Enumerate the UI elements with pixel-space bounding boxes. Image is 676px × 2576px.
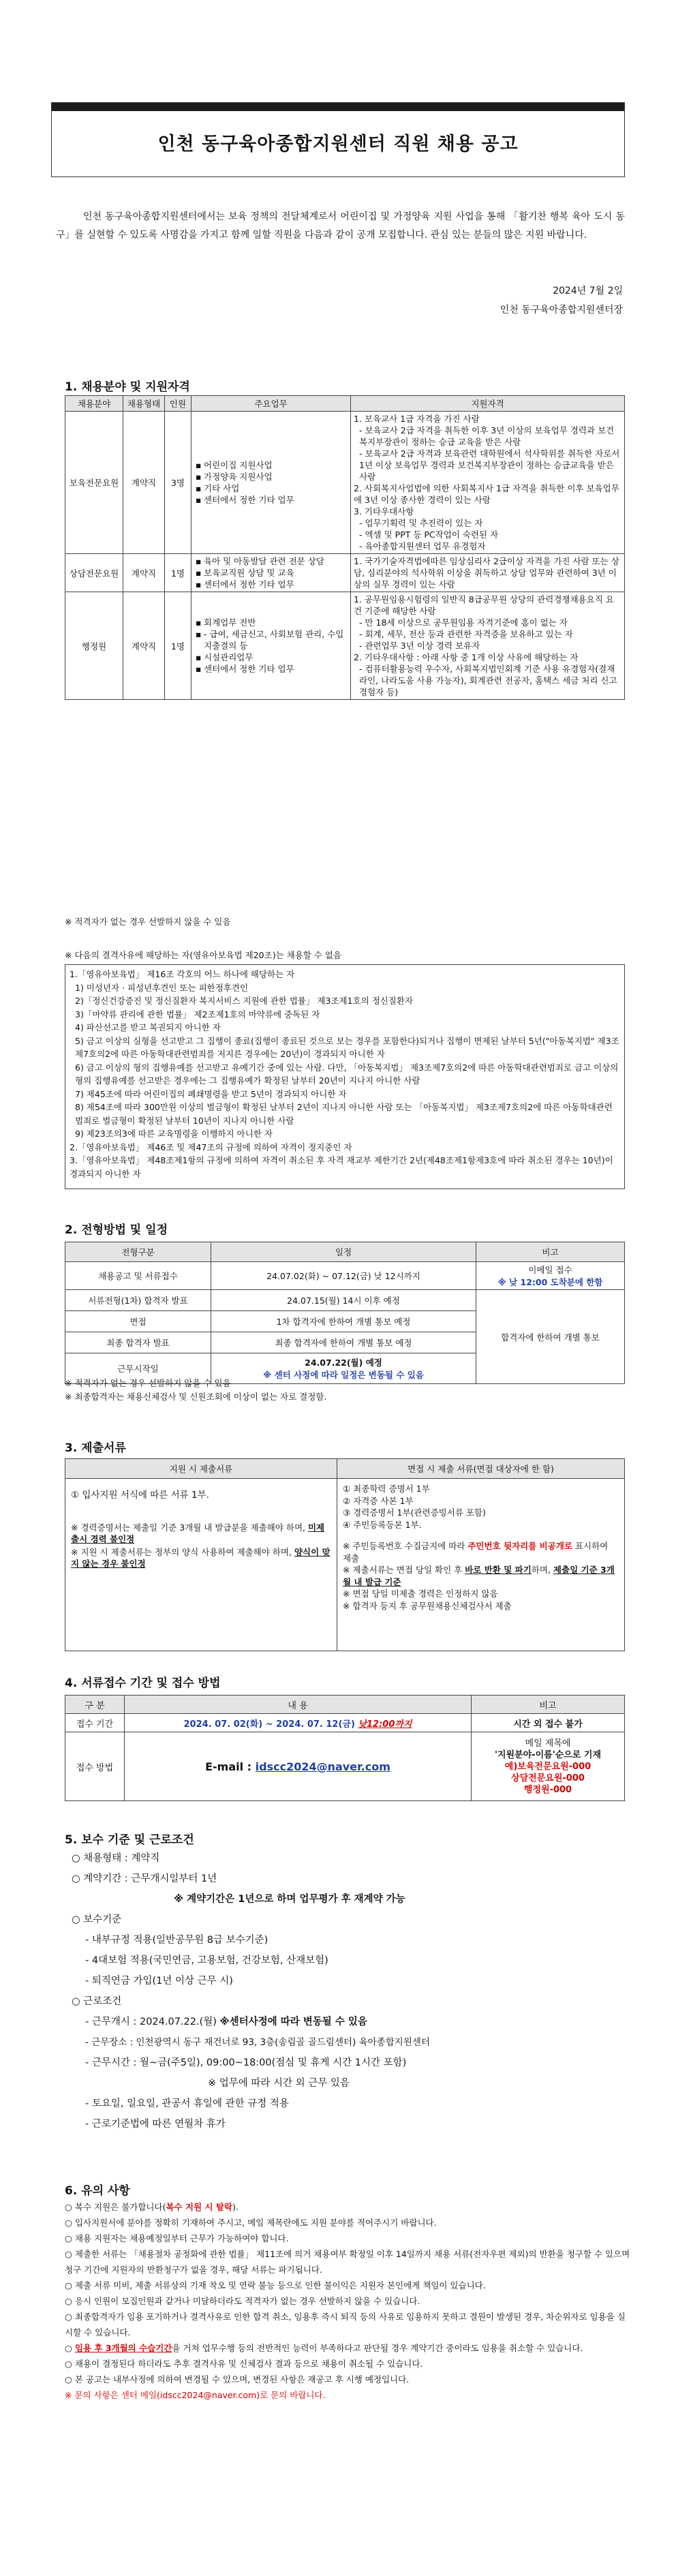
disq-line: 5) 금고 이상의 실형을 선고받고 그 집행이 종료(집행이 종료된 것으로 보는 경우를 포함한다)되거나 집행이 면제된 날부터 5년("아동복지법" 제3조제7호의2에 따른 아동학대관련범죄를 저지른 경우에는 20년)이 경과되지 아니한 자 bbox=[75, 1035, 619, 1059]
section-4-heading: 4. 서류접수 기간 및 접수 방법 bbox=[65, 1676, 221, 1690]
notice-item: ○ 본 공고는 내부사정에 의하여 변경될 수 있으며, 변경된 사항은 재공고 후 시행 예정입니다. bbox=[65, 2374, 410, 2385]
notice-item: ○ 제출 서류 미비, 제출 서류상의 기재 착오 및 연락 불능 등으로 인한 불이익은 지원자 본인에게 책임이 있습니다. bbox=[65, 2280, 486, 2290]
work-place: - 근무장소 : 인천광역시 동구 재건너로 93, 3층(송림골 골드림센터) 육아종합지원센터 bbox=[85, 2037, 430, 2048]
start-date-note: ※ 센터 사정에 따라 일정은 변동될 수 있음 bbox=[263, 1370, 424, 1380]
notice-item: ○ 채용이 결정된다 하더라도 추후 결격사유 및 신체검사 결과 등으로 채용이 취소될 수 있습니다. bbox=[65, 2359, 423, 2369]
date-block bbox=[500, 281, 623, 320]
schedule-cell: 24.07.15(월) 14시 이후 예정 bbox=[211, 1290, 476, 1311]
table-row bbox=[65, 1732, 625, 1801]
pay-line: - 4대보험 적용(국민연금, 고용보험, 건강보험, 산재보험) bbox=[85, 1955, 328, 1966]
interview-note-1 bbox=[343, 1540, 619, 1564]
qual-line: - 회계, 세무, 전산 등과 관련한 자격증을 보유하고 있는 자 bbox=[359, 629, 573, 639]
note-line: ※ 적격자가 없는 경우 선발하지 않을 수 있음 bbox=[65, 1378, 231, 1388]
start-date: 24.07.22(월) 예정 bbox=[305, 1358, 382, 1368]
email-link[interactable]: idscc2024@naver.com bbox=[255, 1760, 390, 1773]
duty-item: ▪ 센터에서 정한 기타 업무 bbox=[204, 579, 348, 590]
notice-text: ○ 복수 지원은 불가합니다( bbox=[65, 2202, 166, 2212]
period-label: 접수 기간 bbox=[65, 1714, 125, 1732]
method-cell bbox=[125, 1732, 472, 1801]
duty-item: ▪ 센터에서 정한 기타 업무 bbox=[204, 494, 348, 506]
stage-cell: 서류전형(1차) 합격자 발표 bbox=[65, 1290, 211, 1311]
disq-line: 6) 금고 이상의 형의 집행유예를 선고받고 유예기간 중에 있는 사람. 다만, 「아동복지법」 제3조제7호의2에 따른 아동학대관련범죄로 금고 이상의 형의 집행유예를 선고받은 경우에는 그 집행유예가 확정된 날부터 20년이 지나지 아니한 사람 bbox=[75, 1062, 619, 1086]
remark-line: 상담전문요원-000 bbox=[511, 1773, 585, 1783]
header-type: 채용형태 bbox=[123, 396, 165, 412]
disq-line: 3.「영유아보육법」 제48조제1항의 규정에 의하여 자격이 취소된 후 자격 재교부 제한기간 2년(제48조제1항제3호에 따라 취소된 경우는 10년)이 경과되지 아니한 자 bbox=[70, 1155, 613, 1179]
disq-line: 9) 제23조의3에 따른 교육명령을 이행하지 아니한 자 bbox=[75, 1129, 273, 1139]
notice-text: ). bbox=[232, 2202, 239, 2212]
header-interview-docs: 면접 시 제출 서류(면접 대상자에 한 함) bbox=[337, 1459, 625, 1479]
qual-line: 2. 기타우대사항 : 아래 사항 중 1개 이상 사유에 해당하는 자 bbox=[354, 652, 579, 662]
section-1-heading: 1. 채용분야 및 지원자격 bbox=[65, 380, 190, 394]
notice-emphasis: 복수 지원 시 탈락 bbox=[166, 2202, 233, 2212]
row-duties bbox=[191, 554, 351, 592]
row-count: 1명 bbox=[165, 592, 191, 700]
table-row bbox=[65, 592, 625, 700]
table-row bbox=[65, 1262, 625, 1290]
notice-item: ○ 제출한 서류는 「채용절차 공정화에 관한 법률」 제11조에 의거 채용여부 확정일 이후 14일까지 채용 서류(전자우편 제외)의 반환을 청구할 수 있으며 청구 기간에 지원자의 반환청구가 없을 경우, 해당 서류는 파기됩니다. bbox=[65, 2249, 630, 2275]
notice-text: 을 거쳐 업무수행 등의 전반적인 능력이 부족하다고 판단될 경우 계약기간 중이라도 임용을 취소할 수 있습니다. bbox=[172, 2343, 583, 2353]
header-category: 구 분 bbox=[65, 1696, 125, 1714]
notice-item: ○ 입사지원서에 분야를 정확히 기재하여 주시고, 메일 제목란에도 지원 분야를 적어주시기 바랍니다. bbox=[65, 2218, 437, 2228]
remark-line: 예)보육전문요원-000 bbox=[504, 1761, 592, 1772]
row-field: 행정원 bbox=[65, 592, 123, 700]
pay-line: - 퇴직연금 가입(1년 이상 근무 시) bbox=[85, 1976, 233, 1987]
remark-cell bbox=[476, 1262, 625, 1290]
notice-item bbox=[65, 2340, 630, 2356]
interview-doc-line: ② 자격증 사본 1부 bbox=[343, 1495, 414, 1506]
work-heading: ○ 근로조건 bbox=[72, 1996, 122, 2007]
employment-type: ○ 채용형태 : 계약직 bbox=[72, 1853, 160, 1864]
contract-period: ○ 계약기간 : 근무개시일부터 1년 bbox=[72, 1873, 217, 1884]
remark-line: 행정원-000 bbox=[523, 1784, 572, 1795]
disqualification-box bbox=[65, 964, 625, 1189]
contract-note: ※ 계약기간은 1년으로 하며 업무평가 후 재계약 가능 bbox=[174, 1894, 405, 1905]
stage-cell: 채용공고 및 서류접수 bbox=[65, 1262, 211, 1290]
qual-line: 1. 공무원임용시험령의 일반직 8급공무원 상당의 관력경쟁채용요직 요건 기준에 해당한 사람 bbox=[354, 594, 614, 616]
contact-note: ※ 문의 사항은 센터 메일(idscc2024@naver.com)로 문의 바랍니다. bbox=[65, 2390, 326, 2400]
interview-doc-line: ③ 경력증명서 1부(관련증빙서류 포함) bbox=[343, 1507, 486, 1518]
table-row bbox=[65, 1714, 625, 1732]
apply-note-1 bbox=[71, 1522, 331, 1545]
schedule-cell: 24.07.02(화) ~ 07.12(금) 낮 12시까지 bbox=[211, 1262, 476, 1290]
disq-line: 4) 파산선고를 받고 복권되지 아니한 자 bbox=[75, 1022, 221, 1032]
disq-line: 1.「영유아보육법」 제16조 각호의 어느 하나에 해당하는 자 bbox=[70, 969, 295, 979]
duty-item: ▪ 시설관리업무 bbox=[204, 651, 348, 663]
stage-cell: 최종 합격자 발표 bbox=[65, 1332, 211, 1353]
disq-line: 2)「정신건강증진 및 정신질환자 복지서비스 지원에 관한 법률」 제3조제1호의 정신질환자 bbox=[75, 996, 414, 1006]
interview-doc-line: ④ 주민등록등본 1부. bbox=[343, 1519, 422, 1530]
qual-line: 1. 보육교사 1급 자격을 가진 사람 bbox=[354, 414, 480, 424]
pay-line: - 내부규정 적용(일반공무원 8급 보수기준) bbox=[85, 1935, 268, 1946]
interview-docs-cell bbox=[337, 1479, 625, 1651]
email-label: E-mail : bbox=[205, 1760, 256, 1773]
qual-line: - 만 18세 이상으로 공무원임용 자격기준에 흠이 없는 자 bbox=[359, 617, 568, 628]
method-label: 접수 방법 bbox=[65, 1732, 125, 1801]
disq-line: 2.「영유아보육법」 제46조 및 제47조의 규정에 의하여 자격이 정지중인 자 bbox=[70, 1141, 352, 1152]
intro-paragraph: 인천 동구육아종합지원센터에서는 보육 정책의 전달체계로서 어린이집 및 가정양육 지원 사업을 통해 「활기찬 행복 육아 도시 동구」를 실현할 수 있도록 사명감을 가지고 함께 일할 직원을 다음과 같이 공개 모집합니다. 관심 있는 분들의 많은 지원 바랍니다. bbox=[56, 211, 625, 241]
disq-line: 7) 제45조에 따라 어린이집의 폐쇄명령을 받고 5년이 경과되지 아니한 자 bbox=[75, 1088, 347, 1099]
organization-name: 인천 동구육아종합지원센터장 bbox=[500, 305, 623, 316]
note-text: 하며, bbox=[531, 1565, 553, 1575]
interview-note-4: ※ 합격자 등지 후 공무원채용신체검사서 제출 bbox=[343, 1600, 512, 1611]
note-text: ※ 제출서류는 면접 당일 확인 후 bbox=[343, 1565, 465, 1575]
period-cell bbox=[125, 1714, 472, 1732]
note-emphasis: 양식이 맞지 않는 경우 불인정 bbox=[71, 1547, 331, 1569]
section-3-heading: 3. 제출서류 bbox=[65, 1441, 126, 1455]
section-1-note: ※ 적격자가 없는 경우 선발하지 않을 수 있음 bbox=[65, 917, 231, 927]
qual-line: 1. 국가기술자격법에따른 임상심리사 2급이상 자격을 가진 사람 또는 상담, 심리분야의 석사학위 이상을 취득하고 상담 업무와 관련하여 3년 이상의 실무 경력이 있는 사람 bbox=[354, 556, 619, 589]
duty-item: ▪ 기타 사업 bbox=[204, 482, 348, 494]
work-start-text: - 근무개시 : 2024.07.22.(월) bbox=[85, 2017, 220, 2027]
page-title: 인천 동구육아종합지원센터 직원 채용 공고 bbox=[157, 134, 519, 155]
header-content: 내 용 bbox=[125, 1696, 472, 1714]
work-hours-note: ※ 업무에 따라 시간 외 근무 있음 bbox=[208, 2078, 350, 2089]
method-remark bbox=[472, 1732, 625, 1801]
notice-emphasis: 임용 후 3개월의 수습기간 bbox=[74, 2343, 172, 2353]
disq-line: 3)「마약류 관리에 관한 법률」 제2조제1호의 마약류에 중독된 자 bbox=[75, 1009, 320, 1019]
disq-line: 8) 제54조에 따라 300만원 이상의 벌금형이 확정된 날부터 2년이 지나지 아니한 사람 또는 「아동복지법」 제3조제7호의2에 따른 아동학대관련범죄로 벌금형이 확정된 날부터 10년이 지나지 아니한 사람 bbox=[75, 1102, 613, 1126]
row-qualifications bbox=[351, 592, 625, 700]
notice-text: ○ bbox=[65, 2343, 75, 2353]
note-text: 표시하여 제출 bbox=[343, 1541, 609, 1563]
remark-deadline-note: ※ 낮 12:00 도착분에 한함 bbox=[497, 1277, 603, 1287]
title-box bbox=[51, 102, 625, 177]
duty-item: ▪ 가정양육 지원사업 bbox=[204, 471, 348, 482]
header-count: 인원 bbox=[165, 396, 191, 412]
schedule-cell: 최종 합격자에 한하여 개별 통보 예정 bbox=[211, 1332, 476, 1353]
table-row bbox=[65, 1479, 625, 1651]
duty-item: ▪ 어린이집 지원사업 bbox=[204, 459, 348, 471]
qual-line: - 컴퓨터활용능력 우수자, 사회복지법인회계 기준 사용 유경험자(결재라인, 나라도움 사용 가능자), 회계관련 전공자, 홈택스 세금 처리 신고 경험자 등) bbox=[359, 664, 617, 697]
qual-line: - 보육교사 2급 자격을 취득한 이후 3년 이상의 보육업무 경력과 보건복지부장관이 정하는 승급 교육을 받은 사람 bbox=[359, 425, 615, 447]
section-6-heading: 6. 유의 사항 bbox=[65, 2184, 130, 2198]
table-row bbox=[65, 412, 625, 554]
duty-item: ▪ 센터에서 정한 기타 업무 bbox=[204, 663, 348, 675]
row-count: 3명 bbox=[165, 412, 191, 554]
section-2-heading: 2. 전형방법 및 일정 bbox=[65, 1223, 168, 1237]
note-emphasis: 미제출시 경력 불인정 bbox=[71, 1522, 325, 1544]
work-start bbox=[72, 2012, 630, 2032]
remark-cell: 합격자에 한하여 개별 통보 bbox=[476, 1290, 625, 1384]
qual-line: - 보육교사 2급 자격과 보육관련 대학원에서 석사학위를 취득한 자로서 1년 이상 보육업무 경력과 보건복지부장관이 정하는 승급교육을 받은 사람 bbox=[359, 448, 620, 482]
note-emphasis: 제출일 기준 3개월 내 발급 기준 bbox=[343, 1565, 615, 1587]
duty-item: ▪ 회계업무 전반 bbox=[204, 617, 348, 628]
schedule-table bbox=[65, 1242, 625, 1384]
period-remark: 시간 외 접수 불가 bbox=[472, 1714, 625, 1732]
note-text: ※ 주민등록번호 수집금지에 따라 bbox=[343, 1541, 468, 1551]
header-stage: 전형구분 bbox=[65, 1242, 211, 1262]
qual-line: - 관련업무 3년 이상 경력 보유자 bbox=[359, 641, 480, 651]
apply-docs-cell bbox=[65, 1479, 337, 1651]
header-remark: 비고 bbox=[472, 1696, 625, 1714]
interview-note-3: ※ 면접 당일 미제출 경력은 인정하지 않음 bbox=[343, 1589, 498, 1599]
header-qualifications: 지원자격 bbox=[351, 396, 625, 412]
remark-line: '지원분야-이름'순으로 기재 bbox=[494, 1749, 602, 1760]
notice-item: ○ 응시 인원이 모집인원과 같거나 미달하더라도 적격자가 없는 경우 선발하지 않을 수 있습니다. bbox=[65, 2296, 420, 2306]
row-qualifications bbox=[351, 554, 625, 592]
note-line: ※ 최종합격자는 채용신체검사 및 신원조회에 이상이 없는 자로 결정함. bbox=[65, 1392, 327, 1402]
period-value: 2024. 07. 02(화) ~ 2024. 07. 12(금) bbox=[183, 1719, 358, 1730]
pay-heading: ○ 보수기준 bbox=[72, 1914, 122, 1925]
section-2-notes bbox=[65, 1377, 326, 1404]
stage-cell: 근무시작일 bbox=[65, 1353, 211, 1384]
row-count: 1명 bbox=[165, 554, 191, 592]
disqualification-intro: ※ 다음의 결격사유에 해당하는 자(영유아보육법 제20조)는 채용할 수 없음 bbox=[65, 950, 342, 960]
period-deadline: 낮12:00까지 bbox=[358, 1719, 412, 1730]
notice-item: ○ 채용 지원자는 채용예정일부터 근무가 가능하여야 합니다. bbox=[65, 2233, 289, 2243]
section-5-heading: 5. 보수 기준 및 근로조건 bbox=[65, 1833, 194, 1847]
post-date: 2024년 7월 2일 bbox=[553, 286, 623, 296]
qual-line: - 업무기획력 및 추진력이 있는 자 bbox=[359, 518, 483, 528]
header-schedule: 일정 bbox=[211, 1242, 476, 1262]
table-row bbox=[65, 1290, 625, 1311]
row-duties bbox=[191, 412, 351, 554]
note-emphasis: 주민번호 뒷자리를 비공개로 bbox=[467, 1541, 572, 1551]
row-duties bbox=[191, 592, 351, 700]
title-bar bbox=[52, 103, 624, 111]
duty-item: ▪ 보육교직원 상담 및 교육 bbox=[204, 567, 348, 579]
remark-email: 이메일 접수 bbox=[528, 1265, 572, 1275]
work-start-note: ※센터사정에 따라 변동될 수 있음 bbox=[219, 2017, 367, 2027]
work-hours: - 근무시간 : 월~금(주5일), 09:00~18:00(점심 및 휴게 시간 1시간 포함) bbox=[85, 2057, 407, 2068]
duty-item: ▪ 육아 및 아동발달 관련 전문 상담 bbox=[204, 555, 348, 567]
schedule-cell: 1차 합격자에 한하여 개별 통보 예정 bbox=[211, 1311, 476, 1332]
recruitment-table bbox=[65, 395, 625, 700]
remark-line: 메일 제목에 bbox=[525, 1738, 571, 1749]
qual-line: - 엑셀 및 PPT 등 PC작업이 숙련된 자 bbox=[359, 530, 499, 540]
section-5-body bbox=[72, 1848, 630, 2134]
row-field: 보육전문요원 bbox=[65, 412, 123, 554]
section-6-body bbox=[65, 2199, 630, 2403]
submission-table bbox=[65, 1695, 625, 1801]
holiday-rule: - 토요일, 일요일, 관공서 휴일에 관한 규정 적용 bbox=[85, 2098, 289, 2109]
qual-line: 3. 기타우대사항 bbox=[354, 506, 414, 517]
row-qualifications bbox=[351, 412, 625, 554]
note-text: ※ 지원 시 제출서류는 정부의 양식 사용하여 제출해야 하며, bbox=[71, 1547, 294, 1557]
row-type: 계약직 bbox=[123, 592, 165, 700]
interview-doc-line: ① 최종학력 증명서 1부 bbox=[343, 1484, 430, 1494]
apply-doc-line: ① 입사지원 서식에 따른 서류 1부. bbox=[71, 1490, 209, 1501]
note-emphasis: 바로 반환 및 파기 bbox=[465, 1565, 532, 1575]
row-type: 계약직 bbox=[123, 554, 165, 592]
interview-note-2 bbox=[343, 1564, 619, 1588]
note-text: ※ 경력증명서는 제출일 기준 3개월 내 발급분을 제출해야 하며, bbox=[71, 1522, 308, 1533]
disq-line: 1) 미성년자 · 피성년후견인 또는 피한정후견인 bbox=[75, 982, 249, 993]
duty-item: ▪ - 급여, 세금신고, 사회보험 관리, 수입지출결의 등 bbox=[204, 628, 348, 651]
notice-item bbox=[65, 2199, 630, 2215]
leave-rule: - 근로기준법에 따른 연월차 휴가 bbox=[85, 2119, 226, 2130]
notice-item: ○ 최종합격자가 임용 포기하거나 결격사유로 인한 합격 취소, 임용후 즉시 퇴직 등의 사유로 임용하지 못하고 결원이 발생된 경우, 차순위자로 임용을 실시할 수 있습니다. bbox=[65, 2312, 626, 2337]
header-field: 채용분야 bbox=[65, 396, 123, 412]
row-field: 상담전문요원 bbox=[65, 554, 123, 592]
row-type: 계약직 bbox=[123, 412, 165, 554]
header-apply-docs: 지원 시 제출서류 bbox=[65, 1459, 337, 1479]
apply-note-2 bbox=[71, 1546, 331, 1569]
header-duties: 주요업무 bbox=[191, 396, 351, 412]
table-row bbox=[65, 554, 625, 592]
documents-table bbox=[65, 1458, 625, 1651]
header-remark: 비고 bbox=[476, 1242, 625, 1262]
qual-line: - 육아종합지원센터 업무 유경험자 bbox=[359, 541, 486, 551]
qual-line: 2. 사회복지사업법에 의한 사회복지사 1급 자격을 취득한 이후 보육업무에 3년 이상 종사한 경력이 있는 사람 bbox=[354, 483, 619, 505]
stage-cell: 면접 bbox=[65, 1311, 211, 1332]
